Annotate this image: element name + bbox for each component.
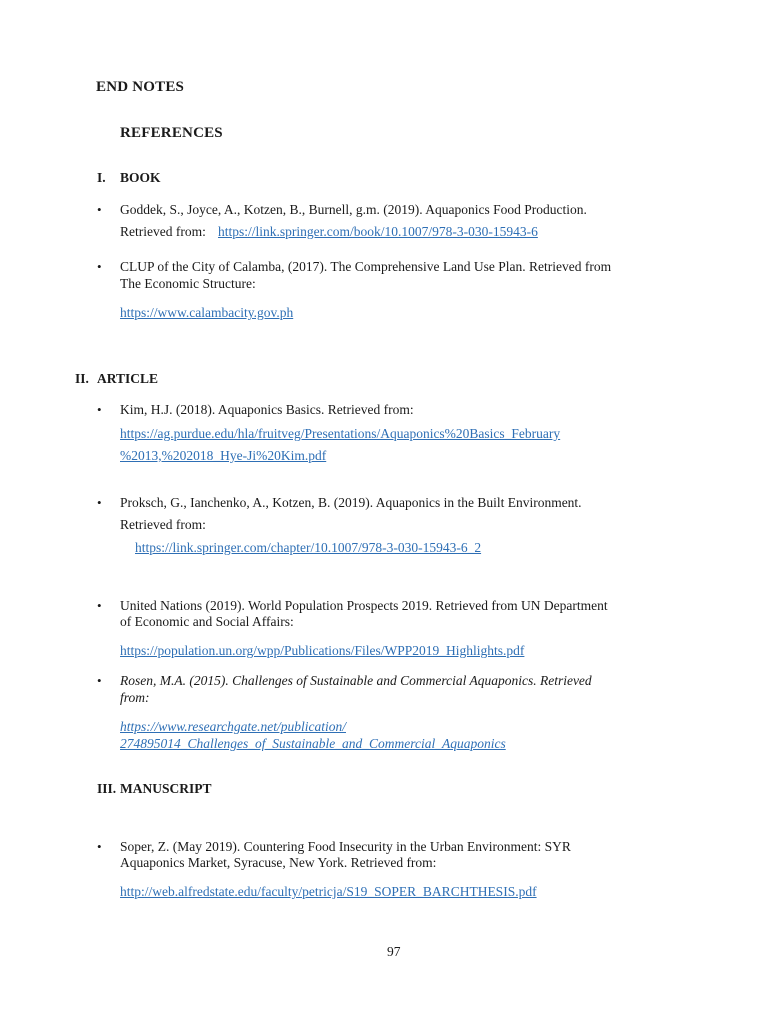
section-book-heading: BOOK [120, 170, 161, 185]
section-book-numeral: I. [97, 170, 106, 185]
reference-text: Rosen, M.A. (2015). Challenges of Sustainable and Commercial Aquaponics. Retrieved [120, 673, 592, 688]
reference-text: Kim, H.J. (2018). Aquaponics Basics. Retrieved from: [120, 402, 414, 417]
reference-link[interactable]: https://www.calambacity.gov.ph [120, 305, 294, 320]
references-subtitle: REFERENCES [120, 125, 223, 141]
bullet-icon: • [97, 259, 102, 274]
reference-link[interactable]: https://link.springer.com/chapter/10.1007/978-3-030-15943-6_2 [135, 540, 482, 555]
reference-text: Soper, Z. (May 2019). Countering Food Insecurity in the Urban Environment: SYR [120, 839, 571, 854]
reference-link[interactable]: https://ag.purdue.edu/hla/fruitveg/Presentations/Aquaponics%20Basics_February [120, 426, 561, 441]
bullet-icon: • [97, 495, 102, 510]
section-manuscript-heading: MANUSCRIPT [120, 781, 212, 796]
reference-link[interactable]: https://www.researchgate.net/publication/ [120, 719, 346, 734]
reference-link[interactable]: http://web.alfredstate.edu/faculty/petricja/S19_SOPER_BARCHTHESIS.pdf [120, 884, 537, 899]
reference-text: Proksch, G., Ianchenko, A., Kotzen, B. (2019). Aquaponics in the Built Environment. [120, 495, 582, 510]
section-manuscript-numeral: III. [97, 781, 117, 796]
reference-text: of Economic and Social Affairs: [120, 614, 294, 629]
reference-link[interactable]: https://population.un.org/wpp/Publications/Files/WPP2019_Highlights.pdf [120, 643, 525, 658]
reference-text: from: [120, 690, 150, 705]
reference-text: The Economic Structure: [120, 276, 256, 291]
bullet-icon: • [97, 402, 102, 417]
reference-link[interactable]: https://link.springer.com/book/10.1007/978-3-030-15943-6 [218, 224, 538, 239]
bullet-icon: • [97, 839, 102, 854]
bullet-icon: • [97, 673, 102, 688]
page-number: 97 [387, 944, 401, 959]
reference-text: Goddek, S., Joyce, A., Kotzen, B., Burnell, g.m. (2019). Aquaponics Food Production. [120, 202, 587, 217]
reference-text: Aquaponics Market, Syracuse, New York. Retrieved from: [120, 855, 437, 870]
section-article-numeral: II. [75, 371, 89, 386]
reference-text: Retrieved from: [120, 517, 206, 532]
end-notes-title: END NOTES [96, 79, 185, 95]
retrieved-label: Retrieved from: [120, 224, 206, 239]
section-article-heading: ARTICLE [97, 371, 159, 386]
reference-link[interactable]: %2013,%202018_Hye-Ji%20Kim.pdf [120, 448, 327, 463]
reference-text: United Nations (2019). World Population Prospects 2019. Retrieved from UN Department [120, 598, 608, 613]
bullet-icon: • [97, 202, 102, 217]
reference-link[interactable]: 274895014_Challenges_of_Sustainable_and_Commercial_Aquaponics [120, 736, 506, 751]
reference-text: CLUP of the City of Calamba, (2017). The Comprehensive Land Use Plan. Retrieved from [120, 259, 612, 274]
bullet-icon: • [97, 598, 102, 613]
